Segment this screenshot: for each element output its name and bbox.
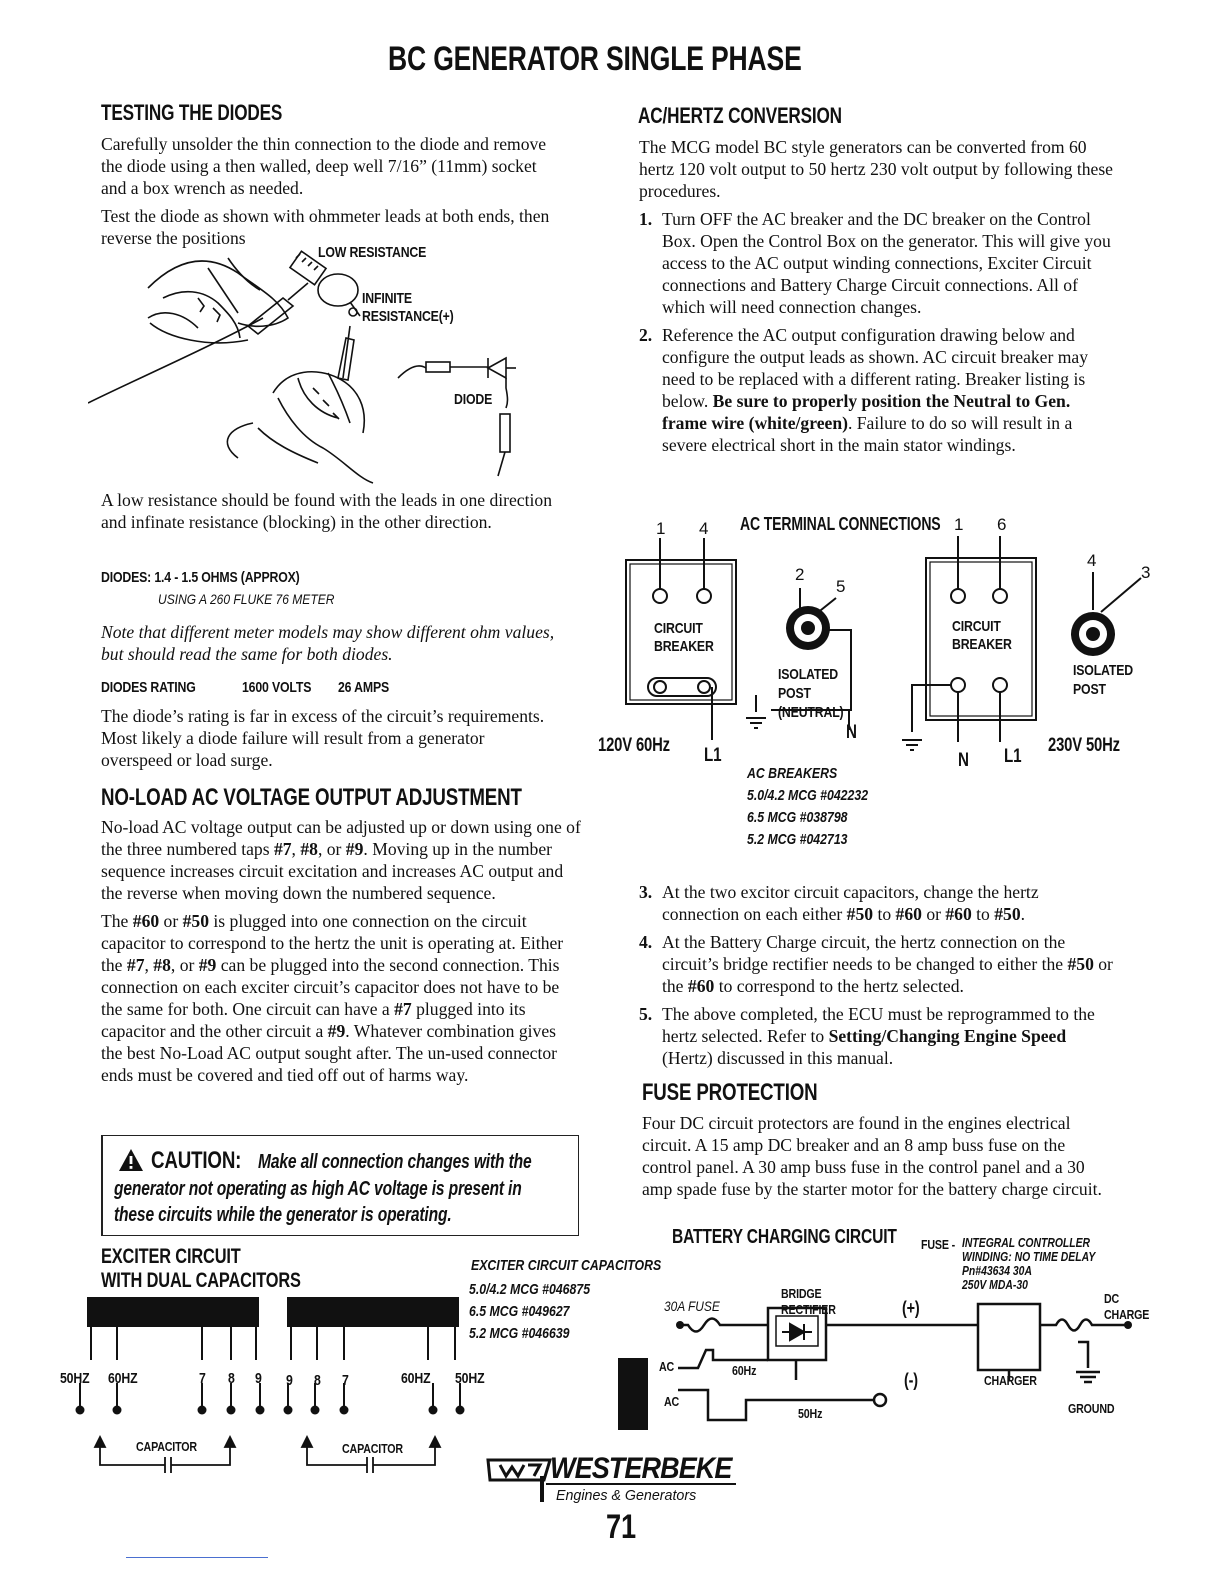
step-text: At the two excitor circuit capacitors, change the hertz connection on each either — [662, 882, 1039, 924]
charger-label: CHARGER — [984, 1373, 1037, 1388]
tap-7: #7 — [126, 955, 145, 975]
breaker-right-label — [952, 618, 1025, 654]
capacitor-left-wrap — [136, 1438, 210, 1456]
exciter-title-2: WITH DUAL CAPACITORS — [101, 1269, 301, 1292]
isolated-left-neutral: (NEUTRAL) — [778, 704, 844, 721]
tap-label-0 — [60, 1370, 96, 1388]
tap-label-8 — [401, 1370, 437, 1388]
hz50-wrap — [798, 1405, 828, 1423]
term-n6: 6 — [997, 515, 1007, 534]
step-bold: #60 — [895, 904, 922, 924]
term-n5: 5 — [836, 577, 846, 596]
fuse-spec-2: WINDING: NO TIME DELAY — [962, 1249, 1096, 1264]
caution-text-1: Make all connection changes with the — [258, 1151, 532, 1173]
page-title-wrap — [388, 40, 918, 79]
fuse-heading-wrap — [642, 1079, 867, 1107]
exciter-title-1: EXCITER CIRCUIT — [101, 1245, 241, 1268]
caution-box — [101, 1135, 579, 1236]
tap-8: #8 — [153, 955, 171, 975]
brand-name: WESTERBEKE — [550, 1452, 732, 1485]
note-wrap — [101, 621, 571, 665]
exciter-caps-title: EXCITER CIRCUIT CAPACITORS — [471, 1257, 662, 1274]
n-right: N — [958, 750, 969, 771]
caution-text-1-wrap — [258, 1151, 609, 1174]
brand-tagline: Engines & Generators — [556, 1487, 697, 1504]
v120-wrap — [598, 735, 690, 757]
step-num: 4. — [639, 932, 653, 952]
step-num: 5. — [639, 1004, 653, 1024]
breaker-right-line1: CIRCUIT — [952, 618, 1001, 635]
term-n1: 1 — [656, 519, 666, 538]
step-num: 2. — [639, 325, 653, 345]
testing-para-3: A low resistance should be found with the leads in one direction and infinate resistance (blocking) in the other direction. — [101, 490, 552, 532]
ac-breakers-list — [747, 763, 895, 851]
breaker-left-line1: CIRCUIT — [654, 620, 703, 637]
isolated-right-line1: ISOLATED — [1073, 662, 1133, 679]
ac2-wrap — [664, 1393, 682, 1411]
fuse30-wrap — [664, 1298, 730, 1316]
plus-wrap — [902, 1298, 924, 1319]
sep: , — [291, 839, 301, 859]
tap-50: #50 — [182, 911, 209, 931]
step-tail: . Failure to do so will result in a severe electrical short in the main stator windings. — [662, 413, 1073, 455]
step-bold: #50 — [1067, 954, 1094, 974]
exciter-cap-3: 5.2 MCG #046639 — [469, 1325, 570, 1342]
warning-icon — [118, 1148, 144, 1172]
tap-7: #7 — [394, 999, 412, 1019]
tap-label-3 — [228, 1370, 236, 1388]
meter-wrap — [158, 591, 363, 609]
step-num: 1. — [639, 209, 653, 229]
step-bold: #60 — [687, 976, 715, 996]
tap-7: #7 — [273, 839, 292, 859]
ground-label: GROUND — [1068, 1401, 1115, 1416]
meter-label: USING A 260 FLUKE 76 METER — [158, 591, 335, 607]
sep: or — [159, 911, 183, 931]
l1-right: L1 — [1004, 746, 1022, 767]
step-bold: #50 — [846, 904, 874, 924]
fig-resistance-label: RESISTANCE(+) — [362, 308, 454, 325]
testing-para-2: Test the diode as shown with ohmmeter leads at both ends, then reverse the positions — [101, 206, 550, 248]
fuse-spec-1: INTEGRAL CONTROLLER — [962, 1235, 1091, 1250]
meter-note: Note that different meter models may show different ohm values, but should read the same for both diodes. — [101, 622, 555, 664]
noload-p2d: plugged into its capacitor and the other circuit a — [101, 999, 526, 1041]
caution-text-3-wrap — [114, 1204, 547, 1227]
v230-wrap — [1048, 735, 1140, 757]
noload-p2a: The — [101, 911, 133, 931]
hz50-label: 50Hz — [798, 1406, 823, 1421]
conversion-heading-wrap — [638, 103, 899, 129]
step-text: . — [1020, 904, 1026, 924]
testing-para-4-wrap — [101, 705, 556, 771]
noload-para-1 — [101, 816, 581, 904]
fuse-30a-label: 30A FUSE — [664, 1298, 720, 1314]
rating-volts-wrap — [242, 679, 326, 697]
caution-text-2-wrap — [114, 1178, 637, 1201]
step-3 — [639, 881, 1114, 925]
term-n1b: 1 — [954, 515, 964, 534]
footnote-rule — [126, 1557, 268, 1558]
step-text: Reference the AC output configuration drawing below and configure the output leads as shown. AC circuit breaker may need to be replaced with a different rating. Breaker listing is below. — [662, 325, 1089, 411]
exciter-block-right — [287, 1297, 459, 1327]
l1-left: L1 — [704, 745, 722, 766]
caution-text-2: generator not operating as high AC voltage is present in — [114, 1178, 522, 1200]
tap-8-right: 8 — [314, 1372, 321, 1389]
tap-9: #9 — [345, 839, 364, 859]
ac-breakers-title: AC BREAKERS — [747, 765, 838, 782]
tap-9-right: 9 — [286, 1372, 293, 1389]
term-n4b: 4 — [1087, 551, 1097, 570]
sep: , or — [317, 839, 346, 859]
tap-9: #9 — [198, 955, 217, 975]
step-text: or the — [662, 954, 1113, 996]
minus-wrap — [904, 1370, 921, 1391]
breaker-left-line2: BREAKER — [654, 638, 714, 655]
noload-section — [101, 816, 581, 1086]
fig-infinite-label: INFINITE — [362, 290, 412, 307]
fig-diode-wrap — [454, 391, 501, 409]
ac1-wrap — [659, 1358, 677, 1376]
bridge-label — [781, 1286, 848, 1318]
conversion-section — [639, 136, 1114, 456]
n-right-wrap — [958, 750, 972, 772]
step-text: (Hertz) discussed in this manual. — [662, 1048, 894, 1068]
n-left-wrap — [846, 722, 860, 744]
tap-8-left: 8 — [228, 1370, 235, 1387]
tap-label-5 — [286, 1372, 294, 1390]
bridge-label-1: BRIDGE — [781, 1286, 822, 1301]
plus-label: (+) — [902, 1298, 920, 1318]
caution-text-3: these circuits while the generator is operating. — [114, 1204, 452, 1226]
tap-60: #60 — [132, 911, 160, 931]
diodes-ohms-wrap — [101, 569, 343, 587]
sep: , — [144, 955, 154, 975]
step-text: At the Battery Charge circuit, the hertz connection on the circuit’s bridge rectifier needs to be changed to either the — [662, 932, 1068, 974]
tap-50hz-right: 50HZ — [455, 1370, 485, 1387]
diodes-rating-label: DIODES RATING — [101, 679, 196, 696]
step-bold: Be sure to properly position the Neutral to Gen. frame wire (white/green) — [662, 391, 1071, 433]
fig-diode-label: DIODE — [454, 391, 493, 408]
l1-left-wrap — [704, 745, 726, 767]
bridge-label-2: RECTIFIER — [781, 1302, 836, 1317]
step-text: or — [921, 904, 946, 924]
isolated-post-2 — [1071, 612, 1115, 656]
page-title: BC GENERATOR SINGLE PHASE — [388, 40, 802, 78]
step-text: to correspond to the hertz selected. — [714, 976, 964, 996]
noload-p2e: . Whatever combination gives the best No-Load AC output sought after. The un-used connector ends must be covered and tied off out of harms way. — [101, 1021, 558, 1085]
fig-low-res-wrap — [318, 244, 450, 262]
step-bold: #50 — [994, 904, 1021, 924]
dc-charge-label — [1104, 1291, 1159, 1323]
conversion-heading: AC/HERTZ CONVERSION — [638, 103, 842, 128]
tagline-wrap — [556, 1487, 704, 1505]
rating-label-wrap — [101, 679, 216, 697]
brand-wrap — [550, 1452, 752, 1486]
diodes-ohms: DIODES: 1.4 - 1.5 OHMS (APPROX) — [101, 569, 300, 586]
step-bold: Setting/Changing Engine Speed — [828, 1026, 1067, 1046]
noload-heading: NO-LOAD AC VOLTAGE OUTPUT ADJUSTMENT — [101, 784, 522, 811]
testing-para-1: Carefully unsolder the thin connection to the diode and remove the diode using a then walled, deep well 7/16” (11mm) socket and a box wrench as needed. — [101, 134, 547, 198]
isolated-left-line1: ISOLATED — [778, 666, 838, 683]
fuse-label-wrap — [921, 1236, 962, 1254]
ac-breaker-2: 6.5 MCG #038798 — [747, 809, 848, 826]
isolated-post-1 — [786, 606, 830, 650]
ac-label-1: AC — [659, 1359, 675, 1374]
exciter-diagram — [55, 1295, 475, 1490]
tap-label-2 — [199, 1370, 207, 1388]
capacitor-left-label: CAPACITOR — [136, 1439, 197, 1454]
tap-label-1 — [108, 1370, 144, 1388]
term-n3: 3 — [1141, 563, 1151, 582]
exciter-title-wrap — [101, 1245, 357, 1293]
ac-breaker-1: 5.0/4.2 MCG #042232 — [747, 787, 869, 804]
dc-label: DC — [1104, 1291, 1120, 1306]
breaker-right-line2: BREAKER — [952, 636, 1012, 653]
testing-para-4: The diode’s rating is far in excess of the circuit’s requirements. Most likely a diode failure will result from a generator overspeed or load surge. — [101, 706, 545, 770]
tap-label-9 — [455, 1370, 491, 1388]
fig-low-resistance-label: LOW RESISTANCE — [318, 244, 427, 261]
minus-label: (-) — [904, 1370, 918, 1390]
exciter-block-left — [87, 1297, 259, 1327]
testing-heading: TESTING THE DIODES — [101, 100, 283, 125]
term-n4: 4 — [699, 519, 709, 538]
testing-heading-wrap — [101, 100, 333, 126]
step-text: Turn OFF the AC breaker and the DC breaker on the Control Box. Open the Control Box on the generator. This will give you access to the AC output winding connections, Exciter Circuit connections and Battery Charge Circuit connections. All of which will need connection changes. — [662, 209, 1111, 317]
diode-test-illustration — [88, 228, 528, 490]
battery-title-wrap — [672, 1226, 960, 1249]
l1-right-wrap — [1004, 746, 1026, 768]
fig-inf-wrap — [362, 290, 474, 326]
step-5 — [639, 1003, 1114, 1069]
brand-rule — [546, 1483, 736, 1485]
conversion-intro: The MCG model BC style generators can be converted from 60 hertz 120 volt output to 50 hertz 230 volt output by following these procedures. — [639, 137, 1113, 201]
tap-label-4 — [255, 1370, 263, 1388]
testing-para-3-wrap — [101, 489, 561, 533]
page-number: 71 — [606, 1508, 636, 1546]
rating-amps-wrap — [338, 679, 400, 697]
isolated-right-label — [1073, 661, 1146, 699]
step-bold: #60 — [945, 904, 972, 924]
step-1 — [639, 208, 1114, 318]
tap-7-left: 7 — [199, 1370, 206, 1387]
page-number-wrap — [606, 1508, 643, 1547]
ground-wrap — [1068, 1400, 1125, 1418]
fuse-spec-3: Pn#43634 30A — [962, 1263, 1032, 1278]
fuse-prefix: FUSE - — [921, 1237, 955, 1252]
fuse-spec-4: 250V MDA-30 — [962, 1277, 1028, 1292]
n-left: N — [846, 722, 857, 743]
sep: , or — [170, 955, 199, 975]
charge-label: CHARGE — [1104, 1307, 1150, 1322]
conversion-steps — [639, 208, 1114, 456]
tap-8: #8 — [300, 839, 318, 859]
noload-heading-wrap — [101, 784, 640, 812]
diodes-rating-volts: 1600 VOLTS — [242, 679, 312, 696]
exciter-cap-2: 6.5 MCG #049627 — [469, 1303, 570, 1320]
tap-7-right: 7 — [342, 1372, 349, 1389]
noload-p1b: . Moving up in the number sequence increases circuit excitation and increases AC output and the reverse when moving down the numbered sequence. — [101, 839, 564, 903]
caution-label: CAUTION: — [151, 1147, 242, 1174]
exciter-caps-wrap — [471, 1257, 703, 1275]
diodes-rating-amps: 26 AMPS — [338, 679, 390, 696]
fuse-heading: FUSE PROTECTION — [642, 1079, 818, 1106]
tap-9-left: 9 — [255, 1370, 262, 1387]
step-2 — [639, 324, 1114, 456]
noload-p2b: is plugged into one connection on the circuit capacitor to correspond to the hertz the unit is operating at. Either the — [101, 911, 564, 975]
battery-title: BATTERY CHARGING CIRCUIT — [672, 1226, 897, 1248]
step-num: 3. — [639, 882, 653, 902]
noload-p2c: can be plugged into the second connection. This connection on each exciter circuit’s capacitor does not have to be the same for both. One circuit can have a — [101, 955, 560, 1019]
step-text: The above completed, the ECU must be reprogrammed to the hertz selected. Refer to — [662, 1004, 1095, 1046]
conversion-steps-2 — [639, 881, 1114, 1069]
exciter-cap-1: 5.0/4.2 MCG #046875 — [469, 1281, 591, 1298]
ac-label-2: AC — [664, 1394, 680, 1409]
tap-60hz-right: 60HZ — [401, 1370, 431, 1387]
term-n2: 2 — [795, 565, 805, 584]
tap-label-6 — [314, 1372, 322, 1390]
fuse-para: Four DC circuit protectors are found in the engines electrical circuit. A 15 amp DC breaker and an 8 amp buss fuse on the control panel. A 30 amp buss fuse in the control panel and a 30 amp spade fuse by the starter motor for the battery charge circuit. — [642, 1113, 1102, 1199]
tap-50hz-left: 50HZ — [60, 1370, 90, 1387]
tap-60hz-left: 60HZ — [108, 1370, 138, 1387]
terminal-title: AC TERMINAL CONNECTIONS — [740, 514, 941, 534]
hz60-label: 60Hz — [732, 1363, 757, 1378]
voltage-120: 120V 60Hz — [598, 735, 670, 756]
westerbeke-logo-icon — [484, 1456, 554, 1504]
capacitor-right-wrap — [342, 1440, 416, 1458]
exciter-caps-list — [469, 1279, 617, 1345]
capacitor-right-label: CAPACITOR — [342, 1441, 403, 1456]
tap-label-7 — [342, 1372, 350, 1390]
conversion-steps-2-wrap — [639, 881, 1114, 1069]
step-4 — [639, 931, 1114, 997]
step-text: to — [971, 904, 995, 924]
caution-line-1 — [151, 1147, 267, 1175]
breaker-left-label — [654, 620, 727, 656]
step-text: to — [873, 904, 896, 924]
ac-breaker-3: 5.2 MCG #042713 — [747, 831, 848, 848]
stator-block — [618, 1358, 648, 1430]
fuse-para-wrap — [642, 1112, 1117, 1200]
charger-wrap — [984, 1372, 1048, 1390]
voltage-230: 230V 50Hz — [1048, 735, 1120, 756]
noload-p1a: No-load AC voltage output can be adjusted up or down using one of the three numbered taps — [101, 817, 581, 859]
isolated-left-label — [778, 665, 858, 722]
noload-para-2 — [101, 910, 581, 1086]
tap-9: #9 — [327, 1021, 346, 1041]
isolated-left-line2: POST — [778, 685, 811, 702]
hz60-wrap — [732, 1362, 762, 1380]
isolated-right-line2: POST — [1073, 681, 1106, 698]
